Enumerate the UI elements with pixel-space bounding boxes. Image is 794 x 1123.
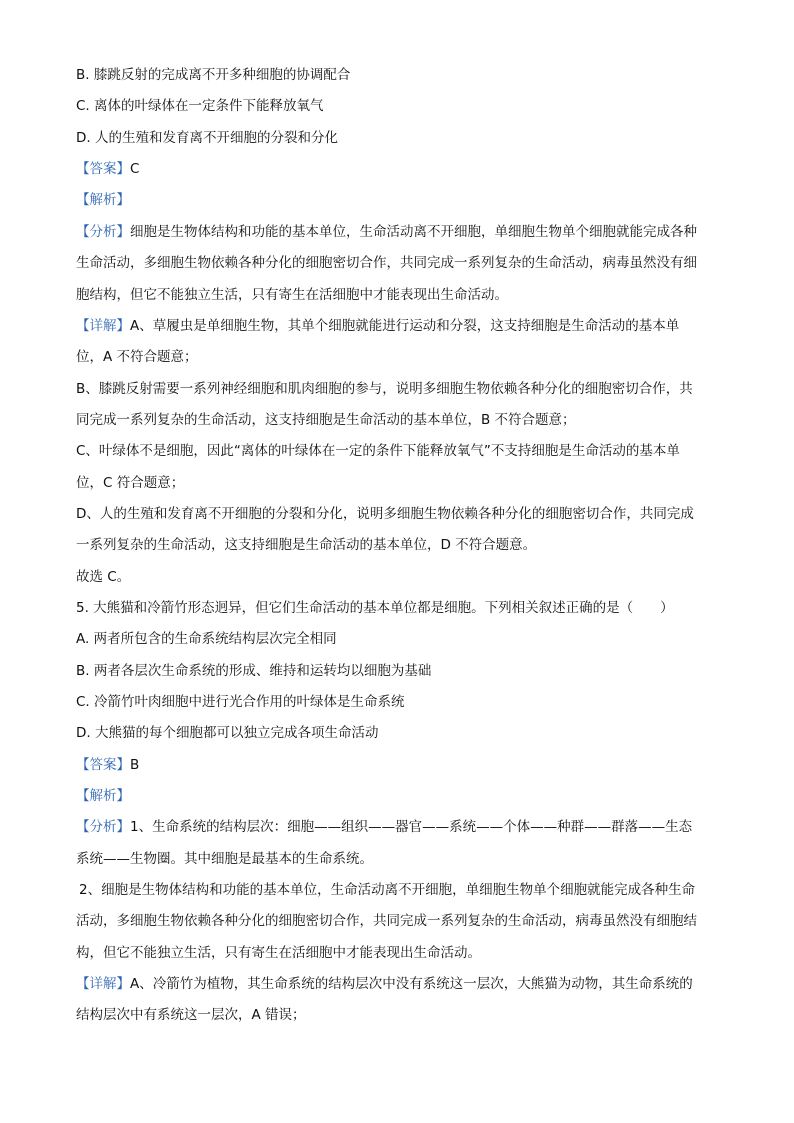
analysis-line: 【分析】细胞是生物体结构和功能的基本单位，生命活动离不开细胞，单细胞生物单个细胞就能完成各种 (76, 224, 697, 240)
detail-line: 【详解】A、草履虫是单细胞生物，其单个细胞就能进行运动和分裂，这支持细胞是生命活动的基本单 (76, 318, 680, 334)
option-c-q4: C. 离体的叶绿体在一定条件下能释放氧气 (76, 98, 324, 114)
detail-line: 一系列复杂的生命活动，这支持细胞是生命活动的基本单位，D 不符合题意。 (76, 537, 537, 553)
option-d-q4: D. 人的生殖和发育离不开细胞的分裂和分化 (76, 130, 338, 146)
detail-line: B、膝跳反射需要一系列神经细胞和肌肉细胞的参与，说明多细胞生物依赖各种分化的细胞密切合作，共 (76, 381, 693, 397)
option-c-q5: C. 冷箭竹叶肉细胞中进行光合作用的叶绿体是生命系统 (76, 694, 405, 710)
option-b-q5: B. 两者各层次生命系统的形成、维持和运转均以细胞为基础 (76, 663, 432, 679)
analysis-line: 构，但它不能独立生活，只有寄生在活细胞中才能表现出生命活动。 (76, 945, 481, 961)
conclusion-line: 故选 C。 (76, 569, 131, 585)
analysis-line: 生命活动，多细胞生物依赖各种分化的细胞密切合作，共同完成一系列复杂的生命活动，病毒虽然没有细 (76, 255, 697, 271)
analysis-line: 系统——生物圈。其中细胞是最基本的生命系统。 (76, 851, 373, 867)
detail-line: 位，C 符合题意； (76, 475, 185, 491)
detail-line: 结构层次中有系统这一层次，A 错误； (76, 1007, 306, 1023)
explanation-heading-q4: 【解析】 (76, 192, 130, 208)
analysis-line: 2、细胞是生物体结构和功能的基本单位，生命活动离不开细胞，单细胞生物单个细胞就能完成各种生命 (79, 882, 696, 898)
analysis-line: 胞结构，但它不能独立生活，只有寄生在活细胞中才能表现出生命活动。 (76, 287, 508, 303)
answer-line-q5: 【答案】B (76, 757, 140, 773)
question-5-stem: 5. 大熊猫和冷箭竹形态迥异，但它们生命活动的基本单位都是细胞。下列相关叙述正确的是（ ） (76, 600, 674, 616)
analysis-line: 【分析】1、生命系统的结构层次：细胞——组织——器官——系统——个体——种群——群落——生态 (76, 819, 693, 835)
explanation-heading-q5: 【解析】 (76, 788, 130, 804)
option-b-q4: B. 膝跳反射的完成离不开多种细胞的协调配合 (76, 67, 351, 83)
detail-line: C、叶绿体不是细胞，因此“离体的叶绿体在一定的条件下能释放氧气”不支持细胞是生命活动的基本单 (76, 443, 680, 459)
option-a-q5: A. 两者所包含的生命系统结构层次完全相同 (76, 631, 337, 647)
detail-line: 同完成一系列复杂的生命活动，这支持细胞是生命活动的基本单位，B 不符合题意； (76, 412, 576, 428)
detail-line: 【详解】A、冷箭竹为植物，其生命系统的结构层次中没有系统这一层次，大熊猫为动物，其生命系统的 (76, 976, 693, 992)
detail-line: D、人的生殖和发育离不开细胞的分裂和分化，说明多细胞生物依赖各种分化的细胞密切合作，共同完成 (76, 506, 694, 522)
detail-line: 位，A 不符合题意； (76, 349, 198, 365)
answer-line-q4: 【答案】C (76, 161, 140, 177)
option-d-q5: D. 大熊猫的每个细胞都可以独立完成各项生命活动 (76, 725, 379, 741)
analysis-line: 活动，多细胞生物依赖各种分化的细胞密切合作，共同完成一系列复杂的生命活动，病毒虽然没有细胞结 (76, 913, 697, 929)
